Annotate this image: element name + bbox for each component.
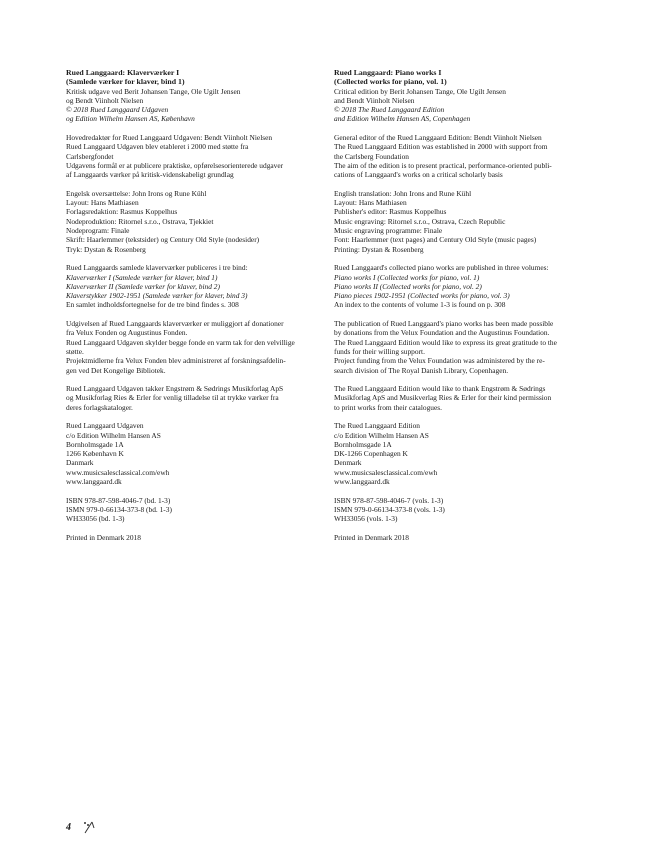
production-block [334,189,606,254]
production-line: Nodeproduktion: Ritornel s.r.o., Ostrava, Tjekkiet [66,216,214,226]
credits-line: Critical edition by Berit Johansen Tange, Ole Ugilt Jensen [334,86,506,96]
editorial-block [66,133,338,179]
editorial-line: Hovedredaktør for Rued Langgaard Udgaven: Bendt Viinholt Nielsen [66,133,273,143]
catalogue-number: WH33056 (bd. 1-3) [66,514,125,524]
volume-title: Piano pieces 1902-1951 (Collected works for piano, vol. 3) [334,291,510,301]
colophon-subtitle: (Collected works for piano, vol. 1) [334,77,447,87]
volumes-block [334,263,606,309]
address-line: c/o Edition Wilhelm Hansen AS [334,430,429,440]
funding-line: Projektmidlerne fra Velux Fonden blev administreret af forskningsafdelin- [66,356,286,366]
production-line: Publisher's editor: Rasmus Koppelhus [334,207,447,217]
address-line: Rued Langgaard Udgaven [66,421,144,431]
address-line: 1266 København K [66,449,124,459]
ismn-line: ISMN 979-0-66134-373-8 (bd. 1-3) [66,504,172,514]
editorial-line: The Rued Langgaard Edition was established in 2000 with support from [334,142,548,152]
isbn-line: ISBN 978-87-598-4046-7 (bd. 1-3) [66,495,171,505]
printed-block [66,533,338,542]
address-line: c/o Edition Wilhelm Hansen AS [66,430,161,440]
editorial-line: the Carlsberg Foundation [334,151,409,161]
credits-line: og Bendt Viinholt Nielsen [66,95,144,105]
thanks-line: og Musikforlag Ries & Erler for venlig tilladelse til at trykke værker fra [66,393,279,403]
colophon-title: Rued Langgaard: Klaverværker I [66,68,180,77]
production-line: Tryk: Dystan & Rosenberg [66,244,146,254]
colophon-subtitle: (Samlede værker for klaver, bind 1) [66,77,185,87]
volumes-intro: Rued Langgaards samlede klaverværker publiceres i tre bind: [66,263,248,273]
colophon-title-block [334,68,606,124]
publisher-logo-icon [81,820,95,834]
identifiers-block [334,496,606,524]
production-line: Layout: Hans Mathiasen [334,198,407,208]
colophon-title-block [66,68,338,124]
thanks-block [334,384,606,412]
volumes-intro: Rued Langgaard's collected piano works are published in three volumes: [334,263,549,273]
copyright-line: and Edition Wilhelm Hansen AS, Copenhagen [334,114,471,124]
volumes-block [66,263,338,309]
volume-title: Piano works II (Collected works for piano, vol. 2) [334,281,482,291]
volumes-index-note: En samlet indholdsfortegnelse for de tre bind findes s. 308 [66,300,239,310]
volume-title: Klaverstykker 1902-1951 (Samlede værker for klaver, bind 3) [66,291,248,301]
funding-block [334,319,606,375]
funding-line: search division of The Royal Danish Library, Copenhagen. [334,365,509,375]
production-line: Nodeprogram: Finale [66,226,130,236]
address-line: Denmark [334,458,362,468]
thanks-line: Rued Langgaard Udgaven takker Engstrøm & Sødrings Musikforlag ApS [66,384,284,394]
funding-line: Project funding from the Velux Foundation was administered by the re- [334,356,545,366]
copyright-line: © 2018 Rued Langgaard Udgaven [66,105,169,115]
catalogue-number: WH33056 (vols. 1-3) [334,514,398,524]
editorial-line: cations of Langgaard's works on a critical scholarly basis [334,170,503,180]
production-line: Printing: Dystan & Rosenberg [334,244,424,254]
production-line: English translation: John Irons and Rune Kühl [334,188,472,198]
address-line: Bornholmsgade 1A [66,439,124,449]
funding-line: The Rued Langgaard Edition would like to express its great gratitude to the [334,337,557,347]
website-link[interactable]: www.musicsalesclassical.com/ewh [334,467,438,477]
production-line: Music engraving programme: Finale [334,226,443,236]
funding-line: funds for their willing support. [334,346,425,356]
thanks-line: Musikforlag ApS and Musikverlag Ries & Erler for their kind permission [334,393,552,403]
identifiers-block [66,496,338,524]
editorial-line: Udgavens formål er at publicere praktiske, opførelsesorienterede udgaver [66,160,284,170]
funding-line: by donations from the Velux Foundation and the Augustinus Foundation. [334,328,550,338]
address-line: The Rued Langgaard Edition [334,421,420,431]
page-footer [66,820,95,834]
production-line: Music engraving: Ritornel s.r.o., Ostrava, Czech Republic [334,216,506,226]
production-line: Forlagsredaktion: Rasmus Koppelhus [66,207,178,217]
editorial-block [334,133,606,179]
isbn-line: ISBN 978-87-598-4046-7 (vols. 1-3) [334,495,444,505]
thanks-block [66,384,338,412]
production-line: Skrift: Haarlemmer (tekstsider) og Century Old Style (nodesider) [66,235,260,245]
website-link[interactable]: www.langgaard.dk [66,477,122,487]
volume-title: Klaverværker I (Samlede værker for klaver, bind 1) [66,272,218,282]
address-block [334,421,606,486]
production-line: Layout: Hans Mathiasen [66,198,139,208]
funding-line: Rued Langgaard Udgaven skylder begge fonde en varm tak for den velvillige [66,337,295,347]
editorial-line: af Langgaards værker på kritisk-videnskabeligt grundlag [66,170,234,180]
funding-line: fra Velux Fonden og Augustinus Fonden. [66,328,188,338]
funding-line: gen ved Det Kongelige Bibliotek. [66,365,166,375]
thanks-line: The Rued Langgaard Edition would like to thank Engstrøm & Sødrings [334,384,546,394]
editorial-line: Carlsbergfondet [66,151,114,161]
printed-block [334,533,606,542]
credits-line: and Bendt Viinholt Nielsen [334,95,415,105]
funding-line: Udgivelsen af Rued Langgaards klaverværker er muliggjort af donationer [66,319,284,329]
editorial-line: The aim of the edition is to present practical, performance-oriented publi- [334,160,552,170]
danish-colophon-column [66,68,338,551]
address-block [66,421,338,486]
printed-line: Printed in Denmark 2018 [66,532,141,542]
editorial-line: Rued Langgaard Udgaven blev etableret i 2000 med støtte fra [66,142,249,152]
address-line: DK-1266 Copenhagen K [334,449,408,459]
address-line: Danmark [66,458,94,468]
production-block [66,189,338,254]
production-line: Engelsk oversættelse: John Irons og Rune Kühl [66,188,207,198]
printed-line: Printed in Denmark 2018 [334,532,409,542]
volumes-index-note: An index to the contents of volume 1-3 is found on p. 308 [334,300,506,310]
ismn-line: ISMN 979-0-66134-373-8 (vols. 1-3) [334,504,445,514]
address-line: Bornholmsgade 1A [334,439,392,449]
funding-line: støtte. [66,346,84,356]
funding-block [66,319,338,375]
volume-title: Klaverværker II (Samlede værker for klaver, bind 2) [66,281,220,291]
volume-title: Piano works I (Collected works for piano, vol. 1) [334,272,480,282]
copyright-line: og Edition Wilhelm Hansen AS, København [66,114,195,124]
page-number: 4 [66,821,71,833]
thanks-line: to print works from their catalogues. [334,402,442,412]
production-line: Font: Haarlemmer (text pages) and Century Old Style (music pages) [334,235,537,245]
website-link[interactable]: www.langgaard.dk [334,477,390,487]
english-colophon-column [334,68,606,551]
thanks-line: deres forlagskataloger. [66,402,133,412]
editorial-line: General editor of the Rued Langgaard Edition: Bendt Viinholt Nielsen [334,133,542,143]
website-link[interactable]: www.musicsalesclassical.com/ewh [66,467,170,477]
copyright-line: © 2018 The Rued Langgaard Edition [334,105,445,115]
funding-line: The publication of Rued Langgaard's piano works has been made possible [334,319,554,329]
colophon-title: Rued Langgaard: Piano works I [334,68,442,77]
credits-line: Kritisk udgave ved Berit Johansen Tange, Ole Ugilt Jensen [66,86,241,96]
